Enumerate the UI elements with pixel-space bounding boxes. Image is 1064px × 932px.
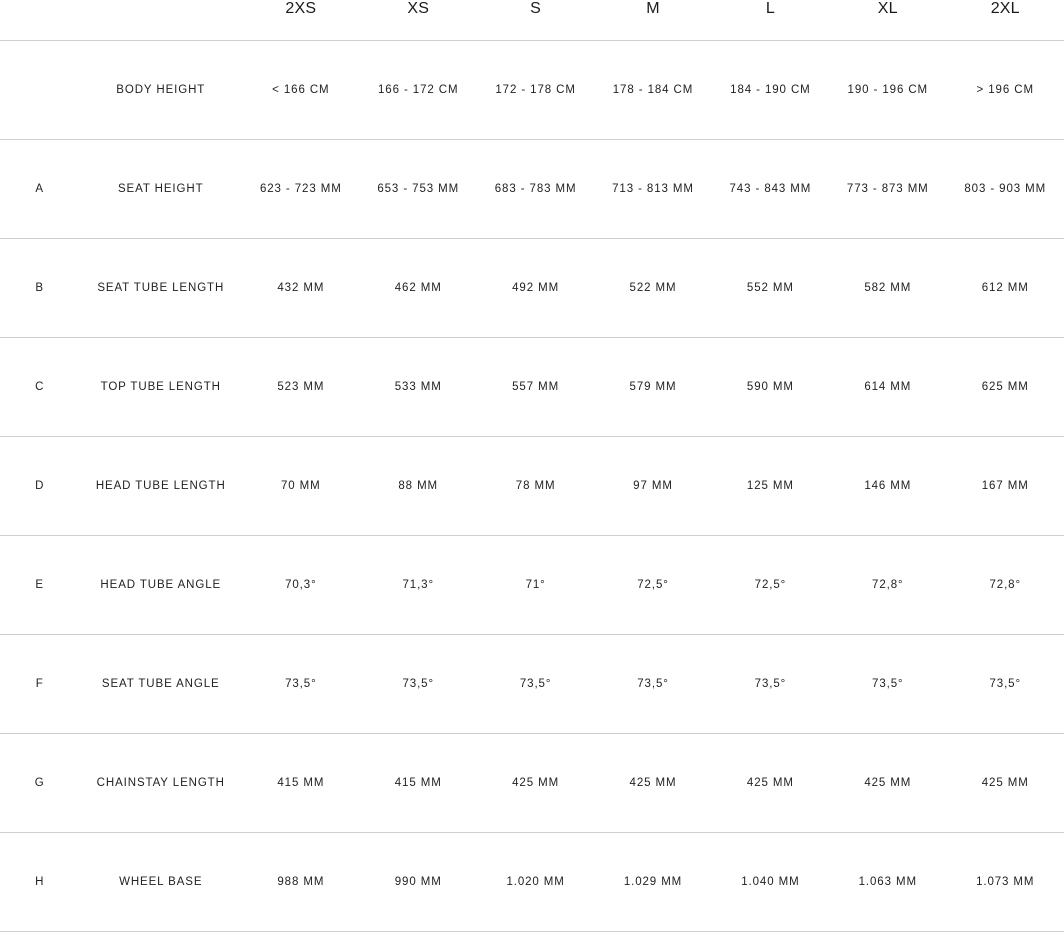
cell-l: 743 - 843 MM <box>729 183 812 195</box>
cell-m: 713 - 813 MM <box>612 183 694 195</box>
cell-xl: 425 MM <box>864 777 912 789</box>
table-row <box>0 536 1064 635</box>
cell-2xs: < 166 CM <box>272 84 330 96</box>
cell-xs: 88 MM <box>398 480 439 492</box>
cell-l: 73,5° <box>754 678 787 690</box>
cell-2xl: 72,8° <box>989 579 1021 591</box>
row-label: BODY HEIGHT <box>116 84 206 96</box>
cell-m: 73,5° <box>637 678 669 690</box>
header-size-s: S <box>530 0 542 17</box>
cell-m: 522 MM <box>629 282 677 294</box>
cell-2xl: 625 MM <box>981 381 1029 393</box>
row-label: SEAT TUBE ANGLE <box>101 678 220 690</box>
row-letter: A <box>35 183 44 195</box>
header-letter-column <box>0 0 79 41</box>
cell-xl: 72,8° <box>872 579 904 591</box>
cell-2xs: 432 MM <box>277 282 325 294</box>
table-row <box>0 734 1064 833</box>
cell-2xs: 73,5° <box>285 678 317 690</box>
cell-xs: 990 MM <box>394 876 442 888</box>
row-label: WHEEL BASE <box>119 876 203 888</box>
table-row <box>0 833 1064 932</box>
cell-s: 683 - 783 MM <box>494 183 577 195</box>
cell-2xs: 623 - 723 MM <box>259 183 342 195</box>
header-size-l: L <box>765 0 775 17</box>
cell-m: 72,5° <box>637 579 669 591</box>
cell-xs: 73,5° <box>402 678 434 690</box>
table-body <box>0 41 1064 932</box>
header-size-xs: XS <box>407 0 430 17</box>
row-letter: B <box>35 282 44 294</box>
cell-2xs: 70,3° <box>285 579 317 591</box>
row-letter: F <box>35 678 44 690</box>
cell-l: 552 MM <box>746 282 794 294</box>
table-row <box>0 41 1064 140</box>
cell-s: 425 MM <box>512 777 560 789</box>
cell-2xl: 425 MM <box>981 777 1029 789</box>
cell-s: 172 - 178 CM <box>495 84 576 96</box>
cell-l: 425 MM <box>746 777 794 789</box>
row-letter: E <box>35 579 44 591</box>
cell-l: 590 MM <box>746 381 794 393</box>
cell-xs: 415 MM <box>394 777 442 789</box>
cell-2xs: 988 MM <box>277 876 325 888</box>
cell-l: 125 MM <box>746 480 794 492</box>
table-row <box>0 239 1064 338</box>
cell-xl: 773 - 873 MM <box>846 183 929 195</box>
cell-xl: 146 MM <box>864 480 912 492</box>
cell-xl: 73,5° <box>872 678 904 690</box>
header-row <box>0 0 1064 41</box>
row-letter: G <box>34 777 45 789</box>
header-measurement-column <box>79 0 242 41</box>
cell-l: 1.040 MM <box>741 876 800 888</box>
row-label: SEAT TUBE LENGTH <box>97 282 225 294</box>
cell-s: 1.020 MM <box>506 876 565 888</box>
cell-s: 71° <box>525 579 546 591</box>
cell-2xl: 612 MM <box>981 282 1029 294</box>
cell-m: 425 MM <box>629 777 677 789</box>
row-letter <box>0 41 79 140</box>
cell-xs: 533 MM <box>394 381 442 393</box>
cell-xs: 166 - 172 CM <box>377 84 459 96</box>
cell-2xl: 803 - 903 MM <box>964 183 1047 195</box>
cell-l: 184 - 190 CM <box>730 84 811 96</box>
row-label: HEAD TUBE ANGLE <box>100 579 222 591</box>
cell-m: 178 - 184 CM <box>612 84 694 96</box>
row-letter: C <box>35 381 45 393</box>
row-letter: H <box>35 876 45 888</box>
cell-m: 1.029 MM <box>623 876 683 888</box>
cell-xl: 1.063 MM <box>858 876 917 888</box>
cell-s: 78 MM <box>515 480 556 492</box>
cell-xl: 190 - 196 CM <box>847 84 929 96</box>
cell-m: 97 MM <box>633 480 673 492</box>
cell-2xl: 167 MM <box>981 480 1029 492</box>
cell-xs: 462 MM <box>394 282 442 294</box>
cell-m: 579 MM <box>629 381 677 393</box>
cell-xl: 582 MM <box>864 282 912 294</box>
row-label: CHAINSTAY LENGTH <box>96 777 225 789</box>
cell-s: 557 MM <box>512 381 560 393</box>
cell-2xs: 70 MM <box>281 480 321 492</box>
cell-s: 492 MM <box>512 282 560 294</box>
cell-2xl: > 196 CM <box>976 84 1034 96</box>
table-row <box>0 140 1064 239</box>
header-size-2xl: 2XL <box>990 0 1020 17</box>
row-label: HEAD TUBE LENGTH <box>95 480 226 492</box>
cell-xs: 653 - 753 MM <box>377 183 460 195</box>
table-row <box>0 338 1064 437</box>
cell-s: 73,5° <box>519 678 552 690</box>
row-label: SEAT HEIGHT <box>117 183 204 195</box>
header-size-m: M <box>646 0 660 17</box>
header-size-xl: XL <box>877 0 898 17</box>
cell-2xl: 73,5° <box>989 678 1021 690</box>
header-size-2xs: 2XS <box>285 0 317 17</box>
cell-xs: 71,3° <box>402 579 434 591</box>
cell-l: 72,5° <box>754 579 787 591</box>
cell-2xs: 415 MM <box>277 777 325 789</box>
cell-2xl: 1.073 MM <box>976 876 1035 888</box>
table-row <box>0 635 1064 734</box>
table-row <box>0 437 1064 536</box>
row-label: TOP TUBE LENGTH <box>100 381 221 393</box>
cell-2xs: 523 MM <box>277 381 325 393</box>
table-header <box>0 0 1064 41</box>
row-letter: D <box>35 480 45 492</box>
cell-xl: 614 MM <box>864 381 912 393</box>
